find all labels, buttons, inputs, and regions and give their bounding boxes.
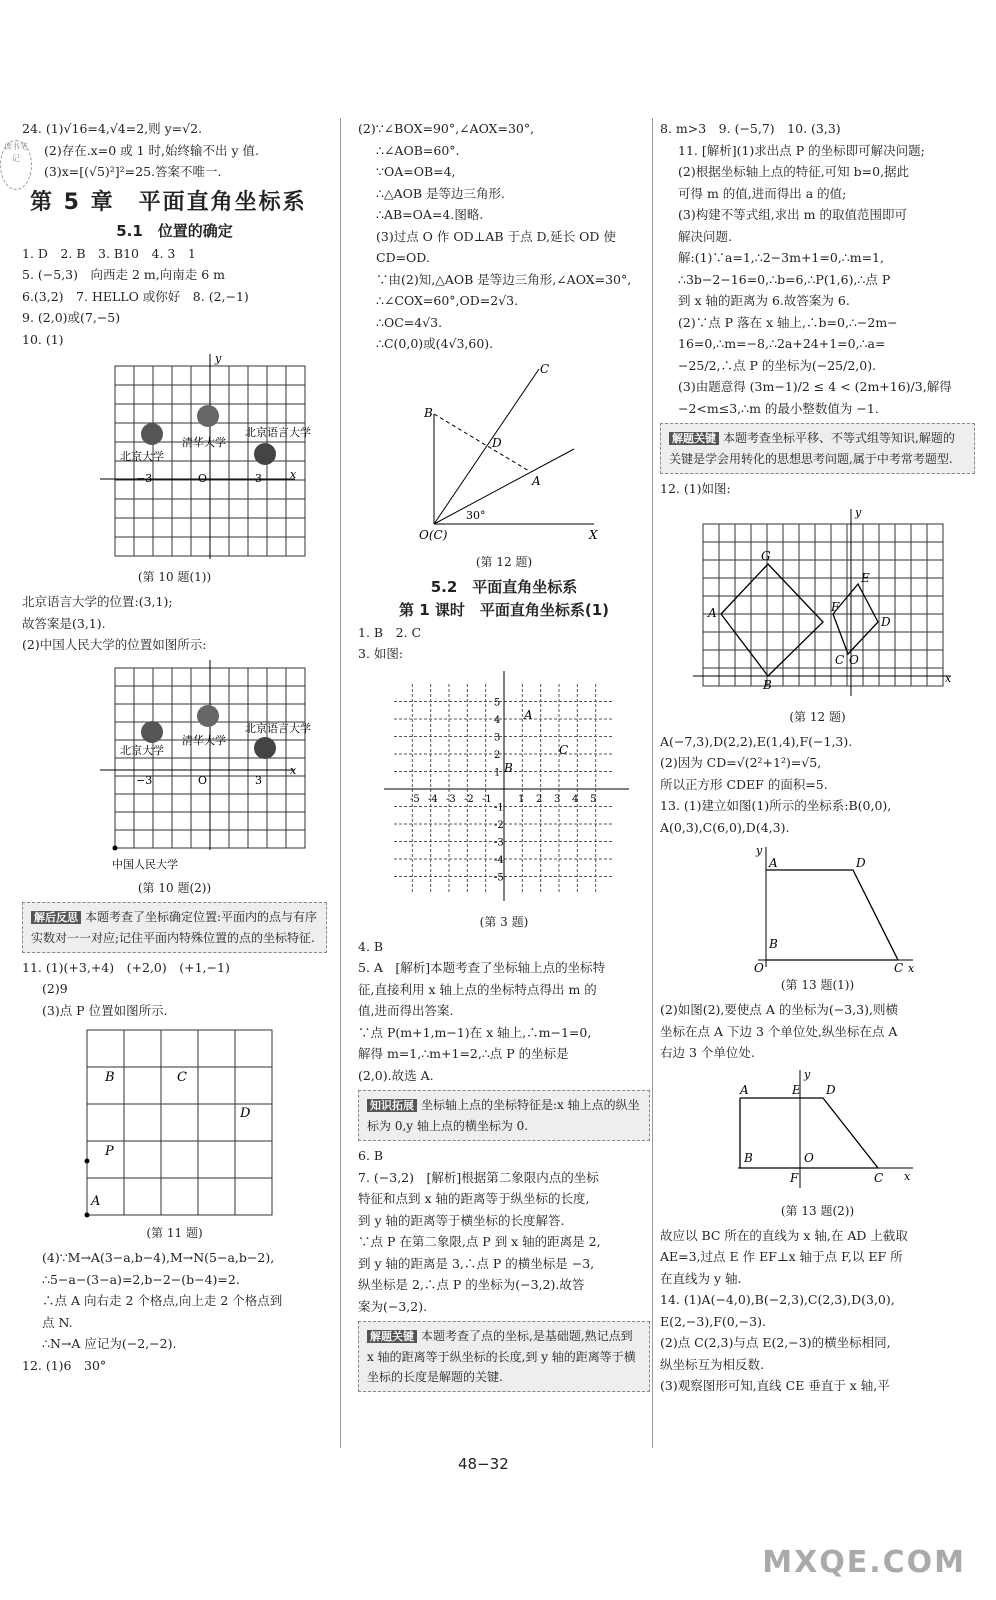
text-line: 13. (1)建立如图(1)所示的坐标系:B(0,0), (660, 798, 892, 813)
note-tag: 解题关键 (669, 432, 719, 445)
label-pku: 北京大学 (119, 450, 164, 463)
chapter-title: 第 5 章 平面直角坐标系 (30, 189, 307, 215)
svg-text:-5: -5 (410, 793, 420, 805)
q11-line: ∴5−a−(3−a)=2,b−2−(b−4)=2. (42, 1271, 240, 1287)
text-line: CD=OD. (376, 250, 430, 265)
text-line: 到 y 轴的距离是 3,∴点 P 的横坐标是 −3, (358, 1255, 595, 1271)
text-line: (3)由题意得 (3m−1)/2 ≤ 4 < (2m+16)/3,解得 (678, 379, 952, 394)
text-line: ∵OA=OB=4, (376, 164, 456, 179)
svg-text:D: D (880, 614, 891, 629)
text-line: −2<m≤3,∴m 的最小整数值为 −1. (678, 400, 879, 416)
column-middle (358, 118, 650, 1396)
svg-text:C: C (893, 961, 903, 975)
watermark: MXQE.COM (762, 1545, 966, 1580)
note-box (358, 1090, 650, 1141)
svg-text:F: F (830, 599, 839, 614)
svg-text:A: A (532, 473, 541, 488)
text-line: A(−7,3),D(2,2),E(1,4),F(−1,3). (660, 733, 853, 749)
text-line: 北京语言大学的位置:(3,1); (22, 594, 173, 609)
answer-line: 1. B 2. C (358, 624, 422, 640)
svg-text:B: B (424, 405, 433, 420)
text-line: 案为(−3,2). (358, 1298, 428, 1314)
text-line: E(2,−3),F(0,−3). (660, 1313, 766, 1329)
text-line: ∵由(2)知,△AOB 是等边三角形,∠AOX=30°, (376, 271, 632, 287)
q11-line: 11. (1)(+3,+4) (+2,0) (+1,−1) (22, 959, 230, 975)
svg-text:B: B (104, 1070, 115, 1085)
svg-text:B: B (762, 677, 772, 692)
section-title: 5.2 平面直角坐标系 (430, 577, 578, 596)
svg-text:-1: -1 (494, 802, 504, 813)
tick-label: 3 (254, 472, 262, 485)
svg-text:A: A (768, 856, 778, 870)
svg-text:2: 2 (494, 749, 501, 761)
svg-text:C: C (176, 1070, 187, 1085)
q11-line: ∴N→A 应记为(−2,−2). (42, 1336, 177, 1351)
svg-text:C: C (834, 652, 844, 667)
text-line: (3)过点 O 作 OD⊥AB 于点 D,延长 OD 使 (376, 228, 616, 244)
figure-caption: (第 10 题(1)) (137, 570, 212, 584)
text-line: ∴AB=OA=4.图略. (376, 207, 484, 222)
text-line: ∵点 P(m+1,m−1)在 x 轴上,∴m−1=0, (358, 1024, 592, 1040)
svg-text:A: A (90, 1194, 100, 1209)
university-emblem (197, 405, 219, 427)
column-left (22, 118, 327, 1376)
svg-text:D: D (825, 1082, 836, 1097)
university-emblem (254, 443, 276, 465)
column-divider (340, 118, 341, 1448)
label-pku: 北京大学 (119, 743, 164, 757)
text-line: (2,0).故选 A. (358, 1067, 434, 1083)
text-line: 故应以 BC 所在的直线为 x 轴,在 AD 上截取 (660, 1227, 908, 1243)
answer-line: 10. (1) (22, 331, 64, 347)
svg-text:G: G (760, 548, 771, 563)
geometry-figure-12 (404, 359, 604, 549)
campus-map-figure (50, 352, 311, 564)
text-line: 解:(1)∵a=1,∴2−3m+1=0,∴m=1, (678, 250, 884, 265)
lesson-title: 第 1 课时 平面直角坐标系(1) (398, 600, 610, 619)
text-line: 解得 m=1,∴m+1=2,∴点 P 的坐标是 (358, 1046, 569, 1061)
svg-text:y: y (854, 505, 861, 519)
text-line: 解决问题. (678, 228, 732, 244)
q12-line: 12. (1)6 30° (22, 1357, 107, 1373)
q11-line: ∴点 A 向右走 2 个格点,向上走 2 个格点到 (42, 1293, 283, 1308)
axis-label-y: y (214, 352, 221, 365)
note-text: 本题考查了点的坐标,是基础题,熟记点到 x 轴的距离等于纵坐标的长度,到 y 轴的距离等于横坐标的长度是解题的关键. (367, 1329, 636, 1384)
svg-text:y: y (755, 844, 762, 857)
figure-caption: (第 13 题(2)) (780, 1203, 855, 1218)
svg-text:A: A (707, 605, 717, 620)
figure-caption: (第 10 题(2)) (137, 880, 212, 895)
text-line: 坐标在点 A 下边 3 个单位处,纵坐标在点 A (660, 1023, 898, 1039)
university-emblem (141, 423, 163, 445)
text-line: 8. m>3 9. (−5,7) 10. (3,3) (660, 121, 841, 136)
text-line: (2)点 C(2,3)与点 E(2,−3)的横坐标相同, (660, 1335, 891, 1350)
text-line: 到 y 轴的距离等于横坐标的长度解答. (358, 1212, 565, 1228)
text-line: 11. [解析](1)求出点 P 的坐标即可解决问题; (678, 142, 925, 158)
svg-text:E: E (860, 570, 870, 585)
svg-text:30°: 30° (466, 508, 486, 522)
text-line: ∴3b−2−16=0,∴b=6,∴P(1,6),∴点 P (678, 271, 891, 287)
label-ruc: 中国人民大学 (111, 857, 178, 871)
note-box (660, 423, 975, 474)
text-line: 4. B (358, 938, 384, 954)
text-line: 可得 m 的值,进而得出 a 的值; (678, 185, 847, 201)
axis-label-x: x (289, 468, 296, 481)
q24-line: (2)存在.x=0 或 1 时,始终输不出 y 值. (44, 142, 259, 158)
text-line: 纵坐标互为相反数. (660, 1356, 764, 1372)
text-line: 右边 3 个单位处. (660, 1045, 755, 1060)
answer-line: 9. (2,0)或(7,−5) (22, 310, 121, 325)
q11-line: (2)9 (42, 981, 68, 996)
svg-text:A: A (524, 707, 533, 722)
text-line: ∴△AOB 是等边三角形. (376, 185, 505, 201)
svg-text:-5: -5 (494, 872, 504, 883)
svg-text:-2: -2 (464, 793, 474, 805)
text-line: 5. A [解析]本题考查了坐标轴上点的坐标特 (358, 960, 606, 975)
svg-text:-4: -4 (428, 793, 438, 805)
trapezoid-figure-13a (718, 842, 918, 975)
figure-caption: (第 12 题) (475, 554, 533, 569)
text-line: 到 x 轴的距离为 6.故答案为 6. (678, 293, 850, 308)
text-line: −25/2,∴点 P 的坐标为(−25/2,0). (678, 357, 877, 373)
svg-text:x: x (907, 962, 914, 975)
answer-line: 6.(3,2) 7. HELLO 或你好 8. (2,−1) (22, 288, 249, 304)
figure-caption: (第 13 题(1)) (780, 978, 855, 992)
svg-text:B: B (504, 760, 513, 775)
text-line: ∴∠COX=60°,OD=2√3. (376, 293, 519, 308)
text-line: 特征和点到 x 轴的距离等于纵坐标的长度, (358, 1191, 590, 1206)
svg-text:X: X (589, 527, 598, 542)
campus-map-figure-2 (50, 660, 311, 875)
q24-line: (3)x=[(√5)²]²=25.答案不唯一. (44, 164, 222, 179)
svg-text:F: F (789, 1170, 798, 1185)
svg-text:4: 4 (494, 714, 501, 726)
svg-text:5: 5 (590, 793, 597, 805)
note-tag: 解后反思 (31, 911, 81, 924)
axis-label-x: x (289, 763, 296, 777)
note-tag: 知识拓展 (367, 1099, 417, 1112)
text-line: 故答案是(3,1). (22, 615, 106, 631)
figure-caption: (第 12 题) (789, 709, 846, 724)
text-line: ∴∠AOB=60°. (376, 142, 460, 158)
text-line: AE=3,过点 E 作 EF⊥x 轴于点 F,以 EF 所 (660, 1249, 903, 1264)
text-line: (2)因为 CD=√(2²+1²)=√5, (660, 755, 822, 770)
text-line: ∴OC=4√3. (376, 314, 443, 330)
svg-text:1: 1 (518, 793, 525, 805)
answer-line: 1. D 2. B 3. B10 4. 3 1 (22, 245, 196, 261)
text-line: 征,直接利用 x 轴上点的坐标特点得出 m 的 (358, 981, 597, 997)
q11-line: (3)点 P 位置如图所示. (42, 1002, 168, 1018)
svg-text:B: B (743, 1150, 753, 1165)
svg-text:3: 3 (554, 793, 561, 805)
text-line: (2)∵∠BOX=90°,∠AOX=30°, (358, 121, 535, 136)
svg-text:A: A (739, 1082, 749, 1097)
svg-text:3: 3 (494, 732, 501, 743)
text-line: (3)构建不等式组,求出 m 的取值范围即可 (678, 207, 907, 222)
text-line: (3)观察图形可知,直线 CE 垂直于 x 轴,平 (660, 1378, 890, 1393)
svg-text:-2: -2 (494, 819, 504, 831)
note-text: 本题考查坐标平移、不等式组等知识,解题的关键是学会用转化的思想思考问题,属于中考常考题型. (669, 431, 955, 466)
text-line: 14. (1)A(−4,0),B(−2,3),C(2,3),D(3,0), (660, 1292, 895, 1307)
text-line: 7. (−3,2) [解析]根据第二象限内点的坐标 (358, 1169, 599, 1185)
text-line: ∴C(0,0)或(4√3,60). (376, 336, 494, 351)
svg-text:-3: -3 (494, 837, 504, 848)
svg-text:D: D (855, 856, 866, 870)
text-line: ∵点 P 在第二象限,点 P 到 x 轴的距离是 2, (358, 1234, 601, 1249)
tick-label: 3 (254, 773, 262, 787)
svg-text:O: O (848, 652, 859, 667)
label-blcu: 北京语言大学 (244, 721, 311, 735)
text-line: 6. B (358, 1148, 384, 1163)
svg-text:-1: -1 (482, 793, 492, 805)
svg-text:O: O (803, 1150, 814, 1165)
q24-line: 24. (1)√16=4,√4=2,则 y=√2. (22, 121, 203, 136)
coordinate-grid-figure-3 (374, 669, 634, 909)
text-line: 在直线为 y 轴. (660, 1270, 742, 1286)
q11-line: 点 N. (42, 1314, 73, 1330)
text-line: (2)∵点 P 落在 x 轴上,∴b=0,∴−2m− (678, 314, 898, 330)
figure-caption: (第 11 题) (146, 1226, 203, 1240)
note-text: 本题考查了坐标确定位置:平面内的点与有序实数对一一对应;记住平面内特殊位置的点的坐标特征. (31, 909, 318, 945)
text-line: 所以正方形 CDEF 的面积=5. (660, 776, 828, 792)
svg-text:P: P (104, 1144, 114, 1159)
svg-text:2: 2 (536, 793, 543, 805)
svg-text:O(C): O(C) (419, 527, 448, 542)
stamp: 读书笔记 (0, 140, 32, 190)
svg-text:4: 4 (572, 793, 579, 805)
text-line: (2)如图(2),要使点 A 的坐标为(−3,3),则横 (660, 1002, 898, 1017)
svg-text:C: C (559, 742, 569, 757)
svg-text:x: x (944, 671, 951, 685)
note-box (358, 1321, 650, 1392)
trapezoid-figure-13b (718, 1068, 918, 1198)
svg-text:O: O (753, 961, 764, 975)
label-tsinghua: 清华大学 (181, 436, 226, 449)
svg-text:D: D (492, 435, 502, 450)
svg-text:1: 1 (494, 767, 501, 778)
tick-label: −3 (135, 773, 152, 787)
svg-text:5: 5 (494, 697, 501, 708)
answer-line: 5. (−5,3) 向西走 2 m,向南走 6 m (22, 267, 225, 282)
note-box (22, 902, 327, 953)
svg-text:C: C (873, 1170, 883, 1185)
tick-label: −3 (135, 472, 152, 485)
origin-label: O (197, 773, 207, 787)
grid-figure-11 (75, 1025, 275, 1220)
answer-line: 3. 如图: (358, 646, 404, 661)
text-line: 纵坐标是 2,∴点 P 的坐标为(−3,2).故答 (358, 1277, 585, 1292)
note-tag: 解题关键 (367, 1330, 417, 1343)
svg-text:y: y (803, 1067, 810, 1081)
section-title: 5.1 位置的确定 (116, 221, 233, 240)
label-tsinghua: 清华大学 (181, 733, 226, 747)
origin-label: O (197, 472, 207, 485)
square-grid-figure-12 (683, 504, 953, 704)
svg-text:-3: -3 (446, 793, 456, 805)
svg-text:D: D (239, 1106, 250, 1121)
svg-text:B: B (768, 937, 778, 951)
svg-text:x: x (903, 1169, 910, 1183)
text-line: (2)根据坐标轴上点的特征,可知 b=0,据此 (678, 164, 910, 179)
svg-text:C: C (540, 361, 550, 376)
note-text: 坐标轴上点的坐标特征是:x 轴上点的纵坐标为 0,y 轴上点的横坐标为 0. (367, 1098, 640, 1133)
page-number: 48−32 (458, 1455, 509, 1473)
text-line: A(0,3),C(6,0),D(4,3). (660, 819, 790, 835)
text-line: 16=0,∴m=−8,∴2a+24+1=0,∴a= (678, 336, 886, 351)
q11-line: (4)∵M→A(3−a,b−4),M→N(5−a,b−2), (42, 1250, 275, 1265)
text-line: (2)中国人民大学的位置如图所示: (22, 637, 207, 652)
svg-text:E: E (791, 1082, 801, 1097)
column-right (660, 118, 975, 1397)
text-line: 值,进而得出答案. (358, 1003, 454, 1018)
q12-line: 12. (1)如图: (660, 481, 731, 496)
label-blcu: 北京语言大学 (244, 426, 311, 439)
svg-text:-4: -4 (494, 854, 504, 866)
figure-caption: (第 3 题) (479, 914, 529, 929)
column-divider (652, 118, 653, 1448)
